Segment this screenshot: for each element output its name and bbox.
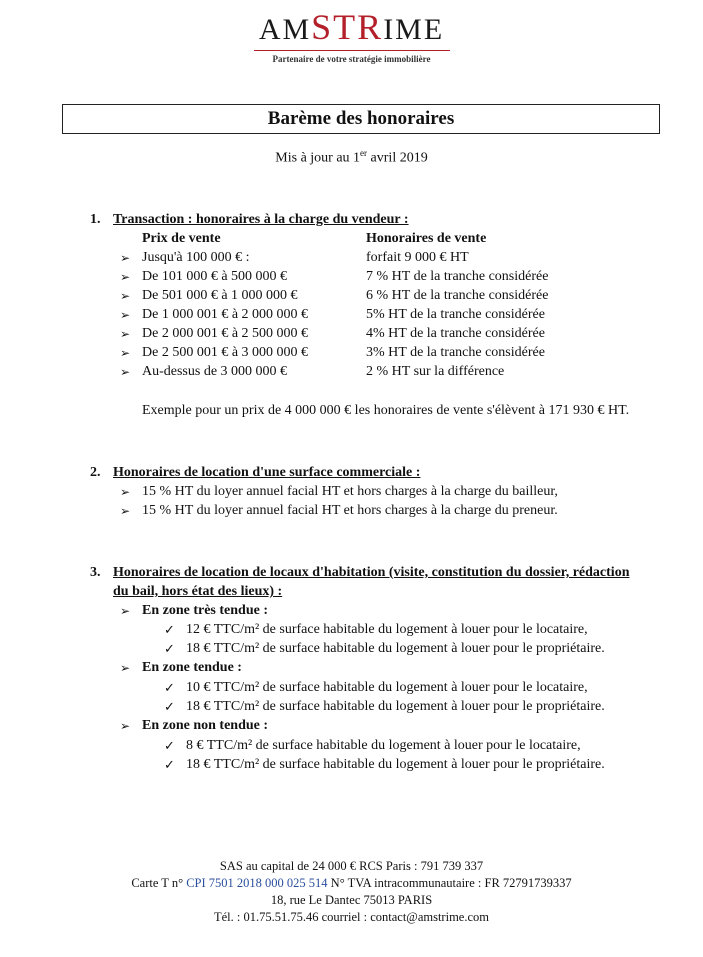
- check-icon: ✓: [164, 757, 175, 772]
- fee-value: 2 % HT sur la différence: [366, 364, 505, 379]
- arrow-bullet-icon: ➢: [120, 289, 131, 303]
- logo-tagline: Partenaire de votre stratégie immobilière: [272, 54, 431, 64]
- arrow-bullet-icon: ➢: [120, 485, 131, 499]
- section-3-heading-line-1: Honoraires de location de locaux d'habitation (visite, constitution du dossier, rédaction: [113, 565, 630, 580]
- arrow-bullet-icon: ➢: [120, 504, 131, 518]
- list-item: 8 € TTC/m² de surface habitable du logement à louer pour le locataire,: [186, 738, 581, 753]
- arrow-bullet-icon: ➢: [120, 661, 131, 675]
- arrow-bullet-icon: ➢: [120, 604, 131, 618]
- price-range: Au-dessus de 3 000 000 €: [142, 364, 288, 379]
- section-2-heading: Honoraires de location d'une surface commerciale :: [113, 465, 421, 480]
- document-title: Barème des honoraires: [62, 104, 660, 134]
- example-text: Exemple pour un prix de 4 000 000 € les honoraires de vente s'élèvent à 171 930 € HT.: [142, 403, 630, 418]
- arrow-bullet-icon: ➢: [120, 365, 131, 379]
- arrow-bullet-icon: ➢: [120, 308, 131, 322]
- logo-underline: [254, 50, 450, 51]
- check-icon: ✓: [164, 680, 175, 695]
- column-header-price: Prix de vente: [142, 231, 221, 246]
- zone-label: En zone non tendue :: [142, 718, 269, 733]
- check-icon: ✓: [164, 622, 175, 637]
- zone-label: En zone tendue :: [142, 660, 242, 675]
- list-item: 12 € TTC/m² de surface habitable du logement à louer pour le locataire,: [186, 622, 588, 637]
- price-range: De 1 000 001 € à 2 000 000 €: [142, 307, 309, 322]
- fee-value: 3% HT de la tranche considérée: [366, 345, 545, 360]
- section-1-heading: Transaction : honoraires à la charge du vendeur :: [113, 212, 409, 227]
- fee-value: forfait 9 000 € HT: [366, 250, 469, 265]
- list-item: 15 % HT du loyer annuel facial HT et hors charges à la charge du preneur.: [142, 503, 558, 518]
- fee-value: 6 % HT de la tranche considérée: [366, 288, 549, 303]
- zone-label: En zone très tendue :: [142, 603, 268, 618]
- list-item: 18 € TTC/m² de surface habitable du logement à louer pour le propriétaire.: [186, 641, 605, 656]
- price-range: De 2 000 001 € à 2 500 000 €: [142, 326, 309, 341]
- section-2-number: 2.: [90, 465, 101, 480]
- arrow-bullet-icon: ➢: [120, 327, 131, 341]
- arrow-bullet-icon: ➢: [120, 251, 131, 265]
- fee-value: 4% HT de la tranche considérée: [366, 326, 545, 341]
- fee-value: 5% HT de la tranche considérée: [366, 307, 545, 322]
- price-range: De 501 000 € à 1 000 000 €: [142, 288, 298, 303]
- column-header-fee: Honoraires de vente: [366, 231, 487, 246]
- footer-registration: Carte T n° CPI 7501 2018 000 025 514 N° TVA intracommunautaire : FR 72791739337: [131, 876, 572, 890]
- footer-contact: Tél. : 01.75.51.75.46 courriel : contact@amstrime.com: [214, 910, 489, 924]
- fee-value: 7 % HT de la tranche considérée: [366, 269, 549, 284]
- arrow-bullet-icon: ➢: [120, 270, 131, 284]
- check-icon: ✓: [164, 738, 175, 753]
- price-range: Jusqu'à 100 000 € :: [142, 250, 250, 265]
- footer-address: 18, rue Le Dantec 75013 PARIS: [270, 893, 433, 907]
- list-item: 10 € TTC/m² de surface habitable du logement à louer pour le locataire,: [186, 680, 588, 695]
- price-range: De 2 500 001 € à 3 000 000 €: [142, 345, 309, 360]
- check-icon: ✓: [164, 699, 175, 714]
- section-1-number: 1.: [90, 212, 101, 227]
- price-range: De 101 000 € à 500 000 €: [142, 269, 288, 284]
- section-3-number: 3.: [90, 565, 101, 580]
- footer: [0, 858, 703, 926]
- list-item: 18 € TTC/m² de surface habitable du logement à louer pour le propriétaire.: [186, 699, 605, 714]
- arrow-bullet-icon: ➢: [120, 719, 131, 733]
- update-date: Mis à jour au 1er avril 2019: [275, 148, 428, 166]
- check-icon: ✓: [164, 641, 175, 656]
- arrow-bullet-icon: ➢: [120, 346, 131, 360]
- section-3-heading-line-2: du bail, hors état des lieux) :: [113, 584, 283, 599]
- list-item: 18 € TTC/m² de surface habitable du logement à louer pour le propriétaire.: [186, 757, 605, 772]
- footer-capital: SAS au capital de 24 000 € RCS Paris : 791 739 337: [219, 859, 484, 873]
- logo-wordmark: AMSTRIME: [258, 7, 445, 47]
- company-logo: [0, 7, 703, 64]
- list-item: 15 % HT du loyer annuel facial HT et hors charges à la charge du bailleur,: [142, 484, 558, 499]
